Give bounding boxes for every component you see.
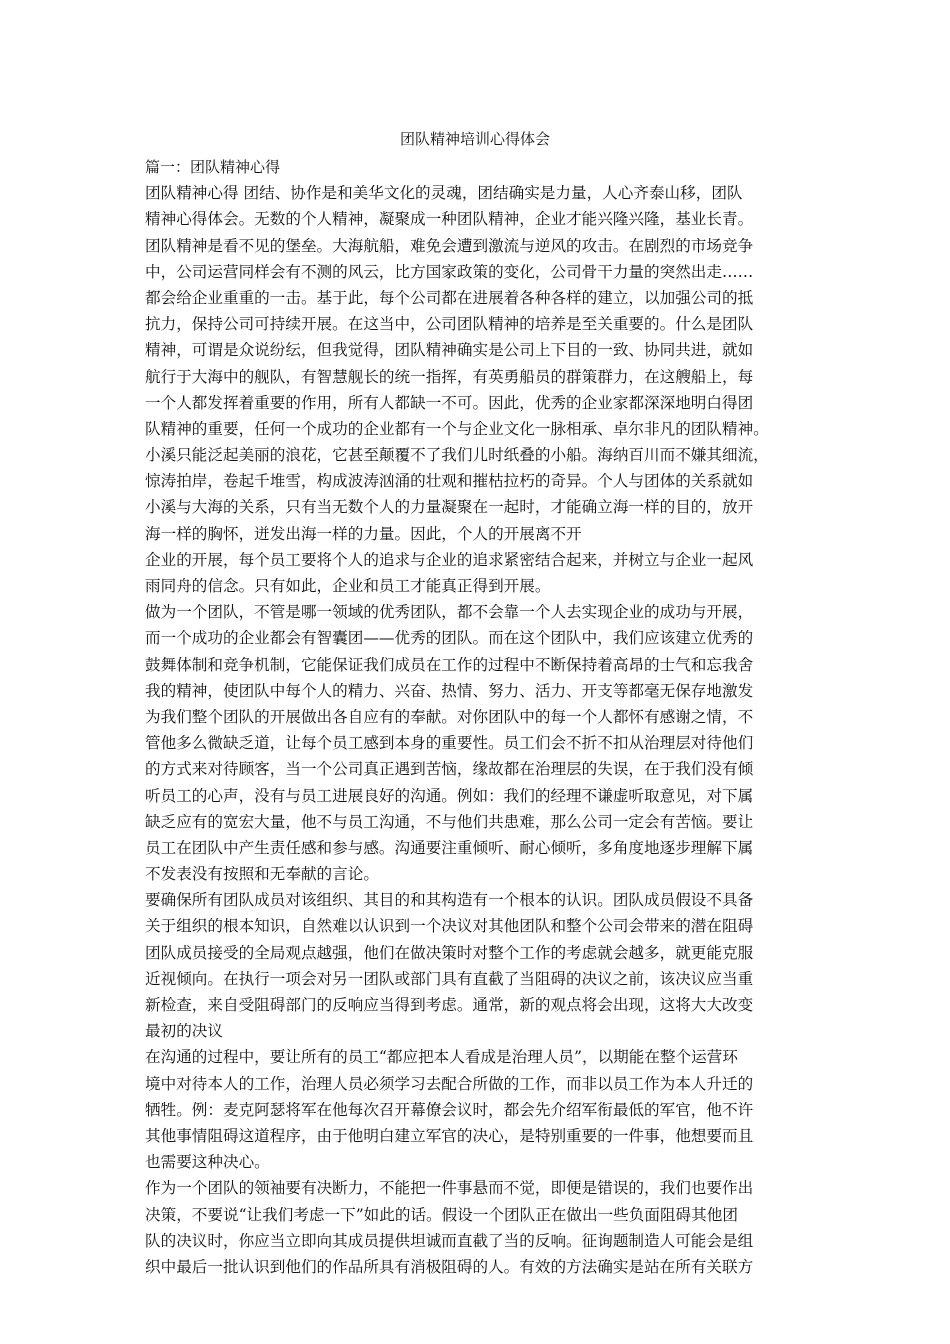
text-line: 队精神的重要，任何一个成功的企业都有一个与企业文化一脉相承、卓尔非凡的团队精神。 [145,419,769,438]
text-line: 新检查，来自受阻碍部门的反响应当得到考虑。通常，新的观点将会出现，这将大大改变 [145,996,754,1014]
text-line: 决策，不要说“让我们考虑一下”如此的话。假设一个团队正在做出一些负面阻碍其他团 [145,1205,738,1224]
text-line: 不发表没有按照和无奉献的言论。 [145,865,379,884]
text-line: 雨同舟的信念。只有如此，企业和员工才能真正得到开展。 [145,577,551,595]
text-line: 企业的开展，每个员工要将个人的追求与企业的追求紧密结合起来，并树立与企业一起风 [145,550,754,569]
text-line: 而一个成功的企业都会有智囊团——优秀的团队。而在这个团队中，我们应该建立优秀的 [145,629,754,648]
text-line: 最初的决议 [145,1022,223,1041]
document-body [145,154,815,1280]
text-line: 牺牲。例：麦克阿瑟将军在他每次召开幕僚会议时，都会先介绍军衔最低的军官，他不许 [145,1100,754,1119]
text-line: 的方式来对待顾客，当一个公司真正遇到苦恼，缘故都在治理层的失误，在于我们没有倾 [145,760,754,779]
text-line: 团队精神心得 团结、协作是和美华文化的灵魂，团结确实是力量，人心齐泰山移，团队 [145,184,743,203]
section-heading: 篇一：团队精神心得 [145,158,281,176]
text-line: 小溪与大海的关系，只有当无数个人的力量凝聚在一起时，才能确立海一样的目的，放开 [145,498,754,517]
text-line: 境中对待本人的工作，治理人员必须学习去配合所做的工作，而非以员工作为本人升迁的 [145,1074,754,1093]
text-line: 做为一个团队，不管是哪一领域的优秀团队，都不会靠一个人去实现企业的成功与开展， [145,603,754,622]
text-line: 鼓舞体制和竞争机制，它能保证我们成员在工作的过程中不断保持着高昂的士气和忘我舍 [145,655,754,674]
text-line: 也需要这种决心。 [145,1153,270,1172]
text-line: 员工在团队中产生责任感和参与感。沟通要注重倾听、耐心倾听，多角度地逐步理解下属 [145,838,754,857]
text-line: 近视倾向。在执行一项会对另一团队或部门具有直截了当阻碍的决议之前，该决议应当重 [145,969,754,988]
text-line: 团队精神是看不见的堡垒。大海航船，难免会遭到激流与逆风的攻击。在剧烈的市场竞争 [145,236,754,255]
text-line: 抗力，保持公司可持续开展。在这当中，公司团队精神的培养是至关重要的。什么是团队 [145,315,754,334]
text-line: 要确保所有团队成员对该组织、其目的和其构造有一个根本的认识。团队成员假设不具备 [145,891,754,910]
text-line: 中，公司运营同样会有不测的风云，比方国家政策的变化，公司骨干力量的突然出走…… [145,262,754,281]
text-line: 其他事情阻碍这道程序，由于他明白建立军官的决心，是特别重要的一件事，他想要而且 [145,1126,754,1145]
text-line: 团队成员接受的全局观点越强，他们在做决策时对整个工作的考虑就会越多，就更能克服 [145,943,754,962]
text-line: 都会给企业重重的一击。基于此，每个公司都在进展着各种各样的建立，以加强公司的抵 [145,288,754,307]
text-line: 听员工的心声，没有与员工进展良好的沟通。例如：我们的经理不谦虚听取意见，对下属 [145,786,754,805]
text-line: 精神，可谓是众说纷纭，但我觉得，团队精神确实是公司上下目的一致、协同共进，就如 [145,341,754,360]
text-line: 精神心得体会。无数的个人精神，凝聚成一种团队精神，企业才能兴隆兴隆，基业长青。 [145,210,754,229]
text-line: 作为一个团队的领袖要有决断力，不能把一件事悬而不觉，即便是错误的，我们也要作出 [145,1179,754,1198]
text-line: 海一样的胸怀，迸发出海一样的力量。因此，个人的开展离不开 [145,524,582,543]
text-line: 为我们整个团队的开展做出各自应有的奉献。对你团队中的每一个人都怀有感谢之情，不 [145,707,754,726]
document-title: 团队精神培训心得体会 [399,130,550,148]
text-line: 织中最后一批认识到他们的作品所具有消极阻碍的人。有效的方法确实是站在所有关联方 [145,1257,754,1276]
text-line: 惊涛拍岸，卷起千堆雪，构成波涛汹涌的壮观和摧枯拉朽的奇异。个人与团体的关系就如 [145,472,754,491]
text-line: 在沟通的过程中，要让所有的员工“都应把本人看成是治理人员”，以期能在整个运营环 [145,1048,738,1067]
text-line: 一个人都发挥着重要的作用，所有人都缺一不可。因此，优秀的企业家都深深地明白得团 [145,393,754,412]
text-line: 关于组织的根本知识，自然难以认识到一个决议对其他团队和整个公司会带来的潜在阻碍 [145,917,754,936]
text-line: 管他多么微缺乏道，让每个员工感到本身的重要性。员工们会不折不扣从治理层对待他们 [145,734,754,753]
text-line: 队的决议时，你应当立即向其成员提供坦诚而直截了当的反响。征询题制造人可能会是组 [145,1231,754,1250]
text-line: 缺乏应有的宽宏大量，他不与员工沟通，不与他们共患难，那么公司一定会有苦恼。要让 [145,812,754,831]
text-line: 航行于大海中的舰队，有智慧舰长的统一指挥，有英勇船员的群策群力，在这艘船上，每 [145,367,754,386]
text-line: 我的精神，使团队中每个人的精力、兴奋、热情、努力、活力、开支等都毫无保存地激发 [145,681,754,700]
text-line: 小溪只能泛起美丽的浪花，它甚至颠覆不了我们儿时纸叠的小船。海纳百川而不嫌其细流， [145,446,769,465]
